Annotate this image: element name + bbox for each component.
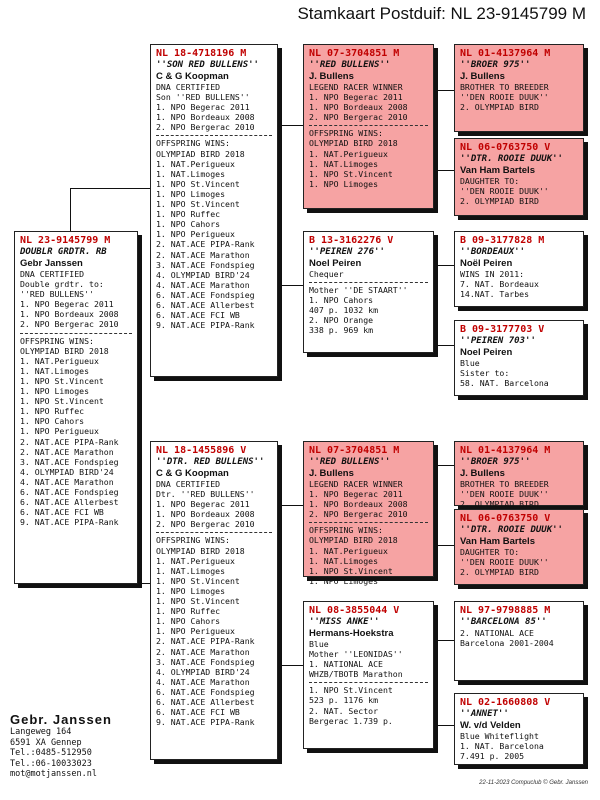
info-line: 3. NAT.ACE Fondspieg [20, 456, 119, 467]
info-line: 1. NPO St.Vincent [309, 565, 393, 576]
info-line: 1. NPO Begerac 2011 [309, 489, 403, 500]
info-line: 1. NPO St.Vincent [20, 396, 104, 407]
info-line: 1. NAT.Limoges [156, 168, 226, 179]
info-line: 2. NPO Bergerac 2010 [309, 112, 408, 123]
connector-main [70, 188, 150, 189]
breeder-line: 6591 XA Gennep [10, 737, 82, 748]
info-line: 1. NAT.Perigueux [309, 545, 388, 556]
info-line: DNA CERTIFIED [156, 82, 221, 92]
info-line: 9. NAT.ACE PIPA-Rank [20, 517, 119, 528]
info-line: 4. OLYMPIAD BIRD'24 [156, 666, 250, 677]
info-line: 3. NAT.ACE Fondspieg [156, 656, 255, 667]
divider [156, 532, 272, 533]
info-line: 6. NAT.ACE Fondspieg [156, 289, 255, 300]
pigeon-name: DOUBLR GRDTR. RB [20, 247, 107, 257]
info-line: 1. NAT. Barcelona [460, 741, 544, 752]
footer-credit: 22-11-2023 Compuclub © Gebr. Janssen [479, 780, 588, 786]
info-line: 1. NPO Bordeaux 2008 [156, 112, 255, 123]
info-line: 1. NPO Bordeaux 2008 [20, 309, 119, 320]
info-line: OLYMPIAD BIRD 2018 [309, 535, 398, 546]
info-line: DAUGHTER TO: [460, 547, 520, 557]
info-line: 1. NPO Limoges [20, 386, 90, 397]
pigeon-name: ''SON RED BULLENS'' [156, 60, 259, 70]
info-line: 1. NPO Limoges [309, 575, 379, 586]
pigeon-card-dss[interactable] [454, 441, 584, 510]
info-line: 1. NPO Cahors [156, 219, 221, 230]
info-line: OLYMPIAD BIRD 2018 [309, 138, 398, 149]
ring-number: NL 08-3855044 V [309, 605, 400, 616]
pigeon-card-ddd[interactable] [454, 693, 584, 765]
info-line: ''DEN ROOIE DUUK'' [460, 92, 549, 103]
info-line: OLYMPIAD BIRD 2018 [20, 345, 109, 356]
info-line: 1. NPO Cahors [156, 616, 221, 627]
owner-name: Noël Peiren [460, 258, 513, 269]
info-line: WHZB/TBOTB Marathon [309, 669, 403, 680]
info-line: 1. NATIONAL ACE [309, 659, 383, 670]
pigeon-card-sss[interactable] [454, 44, 584, 132]
connector-ss-gp-h2 [434, 170, 454, 171]
owner-name: Hermans-Hoekstra [309, 628, 394, 639]
pigeon-card-sire[interactable] [150, 44, 278, 377]
info-line: Bergerac 1.739 p. [309, 715, 393, 726]
connector-ds-gp [434, 465, 454, 466]
info-line: 6. NAT.ACE FCI WB [156, 707, 240, 718]
info-line: 7.491 p. 2005 [460, 751, 525, 762]
info-line: DAUGHTER TO: [460, 176, 520, 186]
pigeon-name: ''DTR. RED BULLENS'' [156, 457, 265, 467]
info-line: WINS IN 2011: [460, 269, 525, 279]
connector-ss-gp-v [434, 90, 435, 170]
pigeon-card-dds[interactable] [454, 601, 584, 681]
pigeon-name: ''PEIREN 703'' [460, 336, 536, 346]
info-line: 1. NAT.Perigueux [156, 555, 235, 566]
ring-number: B 13-3162276 V [309, 235, 394, 246]
info-line: 2. NAT.ACE Marathon [156, 646, 250, 657]
owner-name: J. Bullens [460, 468, 505, 479]
connector-sd-gp-h2 [434, 345, 454, 346]
info-line: 2. NAT.ACE PIPA-Rank [156, 239, 255, 250]
ring-number: B 09-3177828 M [460, 235, 545, 246]
owner-name: Noel Peiren [460, 347, 513, 358]
info-line: 6. NAT.ACE Allerbest [20, 497, 119, 508]
ring-number: NL 06-0763750 V [460, 513, 551, 524]
pigeon-name: ''RED BULLENS'' [309, 60, 391, 70]
info-line: 2. OLYMPIAD BIRD [460, 102, 539, 113]
info-line: ''DEN ROOIE DUUK'' [460, 489, 549, 500]
info-line: ''RED BULLENS'' [20, 289, 94, 300]
pigeon-card-sire-dam[interactable] [303, 231, 434, 353]
info-line: 523 p. 1176 km [309, 695, 379, 706]
info-line: OFFSPRING WINS: [156, 138, 230, 149]
info-line: Mother ''LEONIDAS'' [309, 649, 403, 660]
owner-name: J. Bullens [309, 468, 354, 479]
divider [309, 282, 428, 283]
info-line: OFFSPRING WINS: [20, 335, 94, 346]
info-line: 1. NPO Ruffec [156, 606, 221, 617]
pigeon-name: ''ANNET'' [460, 709, 509, 719]
info-line: 14.NAT. Tarbes [460, 289, 530, 300]
info-line: LEGEND RACER WINNER [309, 82, 403, 92]
info-line: 1. NPO Bordeaux 2008 [309, 499, 408, 510]
info-line: 1. NPO Limoges [156, 188, 226, 199]
ring-number: NL 23-9145799 M [20, 235, 111, 246]
pigeon-name: ''BORDEAUX'' [460, 247, 526, 257]
info-line: 2. OLYMPIAD BIRD [460, 196, 539, 207]
info-line: 2. NPO Bergerac 2010 [20, 319, 119, 330]
info-line: DNA CERTIFIED [156, 479, 221, 489]
info-line: Blue [309, 639, 329, 649]
info-line: 1. NAT.Perigueux [309, 148, 388, 159]
connector-dam-dd [278, 505, 279, 665]
info-line: Barcelona 2001-2004 [460, 638, 554, 649]
info-line: 6. NAT.ACE Fondspieg [20, 486, 119, 497]
info-line: 7. NAT. Bordeaux [460, 279, 539, 290]
info-line: OFFSPRING WINS: [309, 128, 383, 139]
info-line: 4. OLYMPIAD BIRD'24 [156, 269, 250, 280]
pigeon-name: ''RED BULLENS'' [309, 457, 391, 467]
info-line: 1. NPO St.Vincent [20, 375, 104, 386]
info-line: 2. NPO Bergerac 2010 [156, 519, 255, 530]
info-line: 1. NPO St.Vincent [156, 199, 240, 210]
pigeon-card-sdd[interactable] [454, 320, 584, 396]
info-line: 2. NPO Bergerac 2010 [309, 509, 408, 520]
pigeon-card-dsd[interactable] [454, 509, 584, 585]
info-line: 1. NPO Bordeaux 2008 [156, 509, 255, 520]
info-line: ''DEN ROOIE DUUK'' [460, 557, 549, 568]
breeder-line: Langeweg 164 [10, 727, 72, 737]
divider [156, 135, 272, 136]
info-line: 1. NPO Limoges [156, 585, 226, 596]
connector-sire-ss [278, 125, 303, 126]
info-line: 1. NPO St.Vincent [309, 685, 393, 696]
ring-number: NL 97-9798885 M [460, 605, 551, 616]
info-line: 2. NPO Bergerac 2010 [156, 122, 255, 133]
info-line: Chequer [309, 269, 344, 279]
pigeon-name: ''DTR. ROOIE DUUK'' [460, 154, 563, 164]
ring-number: B 09-3177703 V [460, 324, 545, 335]
connector-main-vertical [70, 188, 71, 231]
info-line: 1. NPO Cahors [20, 416, 85, 427]
info-line: 2. OLYMPIAD BIRD [460, 567, 539, 578]
info-line: OFFSPRING WINS: [309, 525, 383, 536]
info-line: 2. NPO Orange [309, 315, 374, 326]
info-line: 4. OLYMPIAD BIRD'24 [20, 466, 114, 477]
info-line: OLYMPIAD BIRD 2018 [156, 148, 245, 159]
info-line: 1. NAT.Perigueux [156, 158, 235, 169]
divider [20, 333, 132, 334]
info-line: 3. NAT.ACE Fondspieg [156, 259, 255, 270]
connector-sd-gp-v [434, 265, 435, 345]
pigeon-card-dam[interactable] [150, 441, 278, 760]
owner-name: C & G Koopman [156, 468, 229, 479]
pigeon-name: ''BROER 975'' [460, 457, 531, 467]
info-line: 4. NAT.ACE Marathon [156, 279, 250, 290]
info-line: 2. NAT.ACE PIPA-Rank [156, 636, 255, 647]
ring-number: NL 02-1660808 V [460, 697, 551, 708]
info-line: 338 p. 969 km [309, 325, 374, 336]
info-line: 1. NPO Limoges [309, 178, 379, 189]
connector-ds-gp-v [434, 465, 435, 545]
info-line: 1. NAT.Limoges [309, 555, 379, 566]
info-line: Mother ''DE STAART'' [309, 285, 408, 296]
breeder-line: Tel.:0485-512950 [10, 748, 92, 758]
breeder-email[interactable]: mot@motjanssen.nl [10, 769, 97, 779]
info-line: 407 p. 1032 km [309, 305, 379, 316]
ring-number: NL 07-3704851 M [309, 48, 400, 59]
pigeon-card-sds[interactable] [454, 231, 584, 307]
info-line: 1. NAT.Perigueux [20, 355, 99, 366]
ring-number: NL 18-4718196 M [156, 48, 247, 59]
info-line: 1. NPO Ruffec [156, 209, 221, 220]
info-line: 4. NAT.ACE Marathon [20, 476, 114, 487]
connector-ss-gp [434, 90, 454, 91]
pigeon-card-sire-sire[interactable] [303, 44, 434, 209]
connector-dam-dd-h [278, 665, 303, 666]
info-line: 58. NAT. Barcelona [460, 378, 549, 389]
owner-name: C & G Koopman [156, 71, 229, 82]
owner-name: Van Ham Bartels [460, 536, 535, 547]
info-line: 2. NAT.ACE Marathon [156, 249, 250, 260]
owner-name: Van Ham Bartels [460, 165, 535, 176]
ring-number: NL 07-3704851 M [309, 445, 400, 456]
info-line: 1. NPO Begerac 2011 [156, 499, 250, 510]
info-line: Sister to: [460, 368, 510, 379]
connector-sd-gp [434, 265, 454, 266]
info-line: OFFSPRING WINS: [156, 535, 230, 546]
info-line: 1. NAT.Limoges [156, 565, 226, 576]
info-line: 2. NAT.ACE PIPA-Rank [20, 436, 119, 447]
info-line: DNA CERTIFIED [20, 269, 85, 279]
breeder-name: Gebr. Janssen [10, 712, 112, 727]
connector-dd-gp-v [434, 640, 435, 725]
pigeon-card-dam-sire[interactable] [303, 441, 434, 586]
connector-ds-gp-h2 [434, 545, 454, 546]
info-line: Dtr. ''RED BULLENS'' [156, 489, 255, 500]
info-line: 2. OLYMPIAD BIRD [460, 499, 539, 510]
owner-name: J. Bullens [309, 71, 354, 82]
pigeon-card-main[interactable] [14, 231, 138, 584]
info-line: 6. NAT.ACE FCI WB [20, 507, 104, 518]
pigeon-card-ssd[interactable] [454, 138, 584, 216]
info-line: 4. NAT.ACE Marathon [156, 676, 250, 687]
info-line: BROTHER TO BREEDER [460, 82, 549, 92]
info-line: 1. NPO Bordeaux 2008 [309, 102, 408, 113]
divider [309, 682, 428, 683]
info-line: 2. NAT.ACE Marathon [20, 446, 114, 457]
ring-number: NL 01-4137964 M [460, 48, 551, 59]
info-line: 1. NPO Perigueux [156, 229, 235, 240]
divider [309, 522, 428, 523]
info-line: 1. NAT.Limoges [309, 158, 379, 169]
info-line: 9. NAT.ACE PIPA-Rank [156, 717, 255, 728]
info-line: 1. NPO Begerac 2011 [156, 102, 250, 113]
info-line: 6. NAT.ACE FCI WB [156, 310, 240, 321]
pigeon-card-dam-dam[interactable] [303, 601, 434, 749]
info-line: 1. NPO Begerac 2011 [20, 299, 114, 310]
page-title: Stamkaart Postduif: NL 23-9145799 M [297, 4, 586, 23]
info-line: Son ''RED BULLENS'' [156, 92, 250, 103]
pigeon-name: ''MISS ANKE'' [309, 617, 380, 627]
info-line: Blue Whiteflight [460, 731, 539, 741]
pigeon-name: ''BARCELONA 85'' [460, 617, 547, 627]
owner-name: Gebr Janssen [20, 258, 83, 269]
connector-sire-sd [278, 125, 279, 285]
info-line: 2. NATIONAL ACE [460, 628, 534, 638]
info-line: 2. NAT. Sector [309, 705, 379, 716]
connector-dd-gp [434, 640, 454, 641]
breeder-line: Tel.:06-10033023 [10, 758, 92, 769]
info-line: 1. NPO Begerac 2011 [309, 92, 403, 103]
ring-number: NL 18-1455896 V [156, 445, 247, 456]
pigeon-name: ''PEIREN 276'' [309, 247, 385, 257]
info-line: LEGEND RACER WINNER [309, 479, 403, 489]
ring-number: NL 01-4137964 M [460, 445, 551, 456]
connector-sire-sd-h [278, 285, 303, 286]
ring-number: NL 06-0763750 V [460, 142, 551, 153]
info-line: 9. NAT.ACE PIPA-Rank [156, 320, 255, 331]
owner-name: J. Bullens [460, 71, 505, 82]
info-line: 1. NPO Perigueux [156, 626, 235, 637]
info-line: 1. NPO Ruffec [20, 406, 85, 417]
info-line: 1. NAT.Limoges [20, 365, 90, 376]
info-line: 1. NPO St.Vincent [156, 596, 240, 607]
info-line: OLYMPIAD BIRD 2018 [156, 545, 245, 556]
info-line: ''DEN ROOIE DUUK'' [460, 186, 549, 197]
info-line: Blue [460, 358, 480, 368]
info-line: 1. NPO St.Vincent [309, 168, 393, 179]
info-line: 6. NAT.ACE Fondspieg [156, 686, 255, 697]
breeder-info [10, 712, 112, 780]
pigeon-name: ''BROER 975'' [460, 60, 531, 70]
owner-name: Noel Peiren [309, 258, 362, 269]
info-line: 1. NPO Perigueux [20, 426, 99, 437]
divider [309, 125, 428, 126]
connector-dam-ds [278, 505, 303, 506]
info-line: BROTHER TO BREEDER [460, 479, 549, 489]
info-line: 1. NPO St.Vincent [156, 575, 240, 586]
owner-name: W. v/d Velden [460, 720, 521, 731]
connector-dd-gp-h2 [434, 725, 454, 726]
pigeon-name: ''DTR. ROOIE DUUK'' [460, 525, 563, 535]
info-line: Double grdtr. to: [20, 279, 104, 290]
info-line: 6. NAT.ACE Allerbest [156, 696, 255, 707]
info-line: 6. NAT.ACE Allerbest [156, 299, 255, 310]
info-line: 1. NPO St.Vincent [156, 178, 240, 189]
info-line: 1. NPO Cahors [309, 295, 374, 306]
